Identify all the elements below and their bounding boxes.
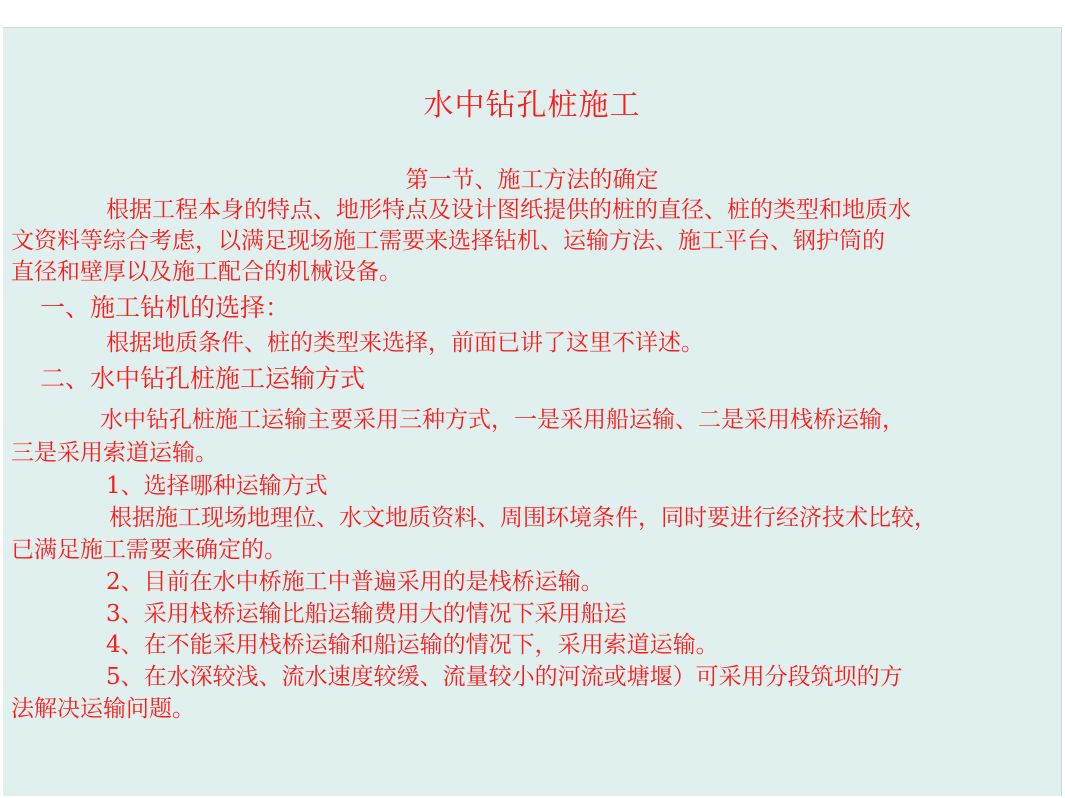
intro-line-1: 根据工程本身的特点、地形特点及设计图纸提供的桩的直径、桩的类型和地质水 (106, 197, 911, 223)
item-1-heading: 1、选择哪种运输方式 (106, 473, 328, 499)
intro-line-3: 直径和壁厚以及施工配合的机械设备。 (11, 259, 402, 285)
intro-line-2: 文资料等综合考虑，以满足现场施工需要来选择钻机、运输方法、施工平台、钢护筒的 (11, 228, 885, 254)
section-title: 第一节、施工方法的确定 (405, 167, 659, 193)
slide (3, 27, 1062, 796)
item-3: 3、采用栈桥运输比船运输费用大的情况下采用船运 (106, 601, 627, 627)
item-5-line-1: 5、在水深较浅、流水速度较缓、流量较小的河流或塘堰）可采用分段筑坝的方 (106, 664, 903, 690)
item-2: 2、目前在水中桥施工中普遍采用的是栈桥运输。 (106, 569, 604, 595)
drill-selection-body: 根据地质条件、桩的类型来选择，前面已讲了这里不详述。 (106, 330, 704, 356)
heading-drill-selection: 一、施工钻机的选择： (40, 293, 291, 322)
item-5-line-2: 法解决运输问题。 (11, 696, 195, 722)
heading-transport-methods: 二、水中钻孔桩施工运输方式 (40, 364, 366, 393)
page-title: 水中钻孔桩施工 (423, 88, 641, 123)
item-4: 4、在不能采用栈桥运输和船运输的情况下，采用索道运输。 (106, 632, 719, 658)
transport-body-line-2: 三是采用索道运输。 (11, 440, 218, 466)
item-1-body-line-2: 已满足施工需要来确定的。 (11, 537, 287, 563)
item-1-body-line-1: 根据施工现场地理位、水文地质资料、周围环境条件，同时要进行经济技术比较， (109, 505, 937, 531)
transport-body-line-1: 水中钻孔桩施工运输主要采用三种方式，一是采用船运输、二是采用栈桥运输， (100, 407, 905, 433)
